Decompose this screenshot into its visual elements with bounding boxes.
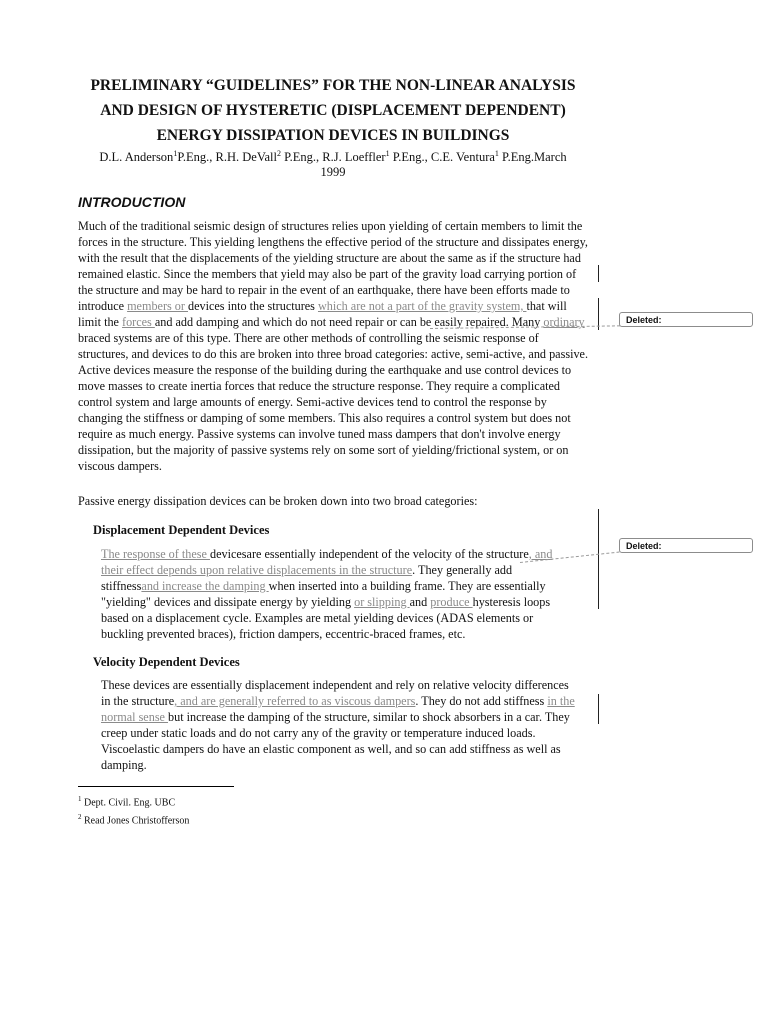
inserted-text: forces	[122, 315, 155, 329]
inserted-text: and increase the damping	[141, 579, 269, 593]
inserted-text: , and their effect depends upon relative displacements in the structure	[101, 547, 553, 577]
body-text: when inserted into a building frame. They are essentially "yielding" devices and dissipate energy by yielding	[101, 579, 546, 609]
body-text: hysteresis loops based on a displacement cycle. Examples are metal yielding devices (ADAS elements or buckling prevented braces), friction dampers, eccentric-braced frames, etc.	[101, 595, 551, 641]
inserted-text: which are not a part of the gravity system,	[317, 299, 527, 313]
author-text: P.Eng., C.E. Ventura	[389, 150, 495, 164]
footnote-text: Dept. Civil. Eng. UBC	[81, 797, 176, 809]
footnotes	[78, 792, 189, 829]
footnote-2	[78, 810, 189, 828]
body-text: and add damping and which do not need repair or can be easily repaired. Many	[154, 315, 544, 329]
author-text: P.Eng., R.J. Loeffler	[280, 150, 386, 164]
body-text: . They generally add stiffness	[101, 563, 513, 593]
change-bar	[598, 265, 599, 282]
footnote-mark: 2	[78, 813, 82, 822]
paragraph-displacement-devices	[101, 546, 561, 642]
title-line-1: PRELIMINARY “GUIDELINES” FOR THE NON-LINEAR ANALYSIS	[90, 77, 576, 94]
title-line-3: ENERGY DISSIPATION DEVICES IN BUILDINGS	[156, 127, 510, 144]
change-bar	[598, 509, 599, 609]
deleted-comment-balloon[interactable]: Deleted:	[619, 312, 753, 327]
affiliation-mark: 2	[276, 148, 281, 158]
body-text: that will limit the	[78, 299, 567, 329]
author-text: P.Eng.March	[498, 150, 567, 164]
inserted-text: or slipping	[354, 595, 410, 609]
body-text: and	[409, 595, 431, 609]
affiliation-mark: 1	[173, 148, 178, 158]
change-bar	[598, 694, 599, 724]
footnote-mark: 1	[78, 795, 82, 803]
footnote-text: Read Jones Christofferson	[81, 815, 190, 827]
body-text: Much of the traditional seismic design of structures relies upon yielding of certain members to limit the forces in the structure. This yielding lengthens the effective period of the structure and dissipates energy, with the result that the displacements of the yielding structure are about the same as if the structure had remained elastic. Since the members that yield may also be part of the gravity load carrying portion of the structure and may be hard to repair in the event of an earthquake, there have been efforts made to introduce	[78, 219, 588, 313]
paragraph-introduction	[78, 218, 590, 474]
affiliation-mark: 1	[385, 148, 390, 158]
inserted-text: in the normal sense	[101, 694, 575, 724]
inserted-text: The response of these	[101, 547, 210, 561]
author-line	[76, 150, 590, 180]
paragraph-velocity-devices	[101, 677, 579, 773]
body-text: but increase the damping of the structure, similar to shock absorbers in a car. They creep under static loads and do not carry any of the gravity or temperature induced loads. Viscoelastic dampers do have an elastic component as well, and so can add stiffness as well as damping.	[101, 710, 570, 772]
body-text: devices into the structures	[188, 299, 318, 313]
inserted-text: ordinary	[543, 315, 585, 329]
body-text: These devices are essentially displacement independent and rely on relative velocity differences in the structure	[101, 678, 569, 708]
paragraph-categories: Passive energy dissipation devices can be broken down into two broad categories:	[78, 494, 478, 508]
subheading-velocity-dependent: Velocity Dependent Devices	[93, 655, 240, 669]
inserted-text: members or	[127, 299, 188, 313]
body-text: devicesare essentially independent of the velocity of the structure	[209, 547, 529, 561]
title-line-2: AND DESIGN OF HYSTERETIC (DISPLACEMENT DEPENDENT)	[100, 102, 566, 119]
body-text: . They do not add stiffness	[415, 694, 548, 708]
heading-introduction: INTRODUCTION	[78, 194, 186, 210]
author-text: P.Eng., R.H. DeVall	[177, 150, 277, 164]
date-year: 1999	[320, 165, 346, 179]
subheading-displacement-dependent: Displacement Dependent Devices	[93, 523, 270, 537]
affiliation-mark: 1	[494, 148, 499, 158]
footnote-separator	[78, 786, 234, 787]
inserted-text: , and are generally referred to as viscous dampers	[174, 694, 416, 708]
deleted-comment-balloon[interactable]: Deleted:	[619, 538, 753, 553]
author-text: D.L. Anderson	[99, 150, 174, 164]
body-text: braced systems are of this type. There are other methods of controlling the seismic response of structures, and devices to do this are broken into three broad categories: active, semi-active, and passive. Active devices measure the response of the building during the earthquake and use control devices to move masses to create inertia forces that reduce the structure response. They require a complicated control system and large amounts of energy. Semi-active devices tend to control the response by changing the stiffness or damping of some members. This also requires a control system but does not require as much energy. Passive systems can involve tuned mass dampers that don't involve energy dissipation, but the majority of passive systems rely on some sort of yielding/frictional system, or on viscous dampers.	[78, 331, 589, 473]
footnote-1	[78, 792, 189, 810]
inserted-text: produce	[430, 595, 473, 609]
